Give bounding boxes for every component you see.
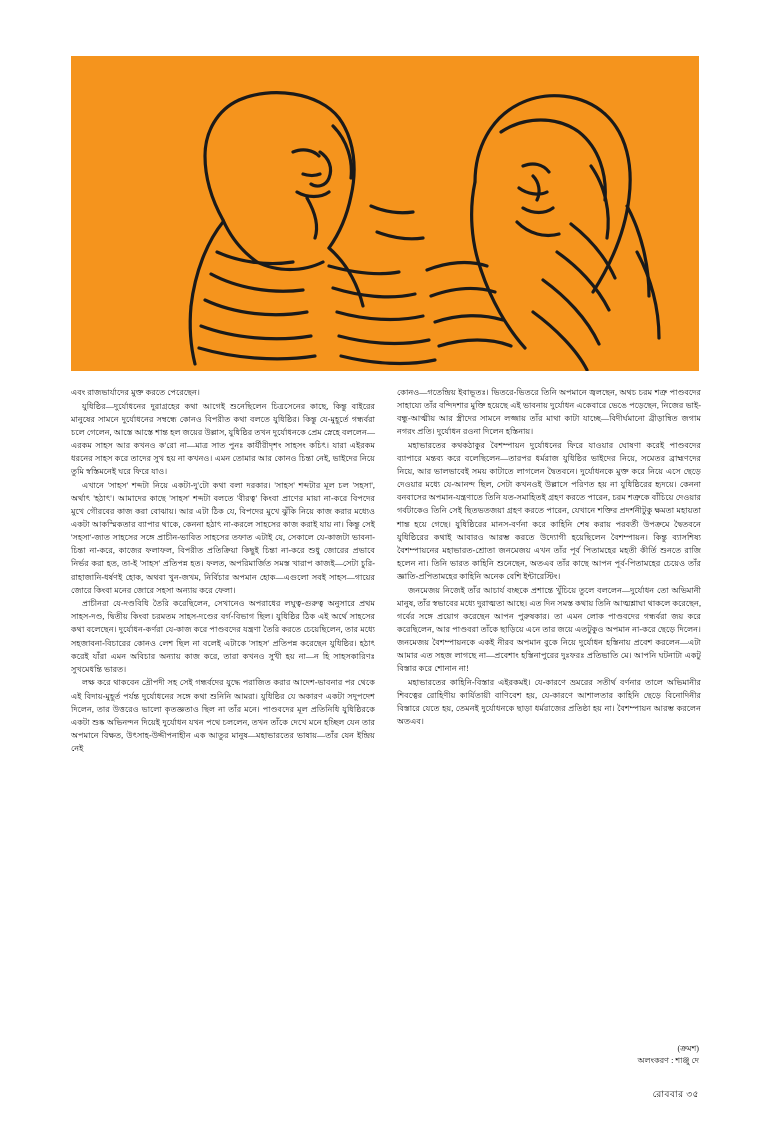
byline (395, 1043, 699, 1067)
article-columns (71, 386, 701, 1086)
paragraph: যুধিষ্ঠির—দুর্যোধনের দুরাগ্রহের কথা আগেই শুনেছিলেন চিত্রসেনের কাছে, কিন্তু বাইরের মানুষের সামনে দুর্যোধনের সম্বন্ধে কোনও বিপরীত কথা বলতে যুধিষ্ঠির। কিন্তু যে-মুহূর্তে গন্ধর্বরা চলে গেলেন, আস্তে আস্তে শান্ত হল জয়ের উল্লাস, যুধিষ্ঠির তখন দুর্যোধনকে প্রেম স্নেহে বললেন—এরকম সাহস আর কখনও ক'রো না—মাত্র সাত পুনঃ কার্যীরীদৃশং সাহসং কচিৎ। যারা এইরকম ধরনের সাহস করে তাদের সুখ হয় না কখনও। এমন তোমার আর কোনও চিন্তা নেই, ভাইদের নিয়ে তুমি স্বস্তিমনেই ঘরে ফিরে যাও। (71, 401, 375, 477)
paragraph: প্রাচীনরা যে-দণ্ডবিধি তৈরি করেছিলেন, সেখানেও অপরাধের লঘুত্ব-গুরুত্ব অনুসারে প্রথম সাহস-দণ্ড, দ্বিতীয় কিংবা চরমতম সাহস-দণ্ডের বর্গ-বিভাগ ছিল। যুধিষ্ঠির ঠিক এই অর্থে সাহসের কথা বলেছেন। দুর্যোধন-কর্ণরা যে-কাজ করে পাণ্ডবদের যন্ত্রণা তৈরি করতে চেয়েছিলেন, তার মধ্যে সহজাবনা-বিচারের কোনও লেশ ছিল না বলেই এটাকে 'সাহস' প্রতিপন্ন করেছেন যুধিষ্ঠির। হঠাৎ করেই যাঁরা এমন অবিচার অন্যায় কাজ করে, তারা কখনও সুখী হয় না—ন হি সাহসকারিণঃ সুখমেধন্তি ভারত। (71, 599, 375, 674)
article-column-left (71, 386, 375, 1086)
paragraph: লক্ষ করে থাকবেন দ্রৌপদী সহ সেই গন্ধর্বদের যুদ্ধে পরাজিত করার আদেশ-ভাবনার পর থেকে এই বিদায়-মুহূর্ত পর্যন্ত দুর্যোধনের সঙ্গে কথা শুনিনি আমরা। যুধিষ্ঠির যে অকারণ একটা সদুপদেশ দিলেন, তার উত্তরেও ভালো কৃতজ্ঞতাও ছিল না তাঁর মনে। পাণ্ডবদের মূল প্রতিনিধি যুধিষ্ঠিরকে একটা শুষ্ক অভিনন্দন দিয়েই দুর্যোধন যখন পথে চললেন, তখন তাঁকে দেখে মনে হচ্ছিল যেন তার অপমানে বিক্ষত, উৎসাহ-উদ্দীপনাহীন এক আতুর মানুষ—মহাভারতের ভাষায়—তাঁর যেন ইন্দ্রিয় নেই (71, 678, 375, 753)
paragraph: জনমেজয় নিজেই তাঁর আচার্য বচ্ছকে প্রশান্তে খুঁচিয়ে তুলে বললেন—দুর্যোধন তো অভিমানী মানুষ, তাঁর স্বভাবের মধ্যে দুরাত্মতা আছে। এত দিন সমস্ত কথায় তিনি আত্মশ্লাঘা থাকলে করেছেন, গর্বের সঙ্গে প্রয়োগ করেছেন আপন পুরুষকার। তা এমন লোক পাণ্ডবদের গন্ধর্বরা জয় করে করেছিলেন, আর পাণ্ডবরা তাঁকে ছাড়িয়ে এনে তার জয়ে এতটুকুও অপমান না-করে ছেড়ে দিলেন। জনমেজয় বৈশম্পায়নকে একই নীরব অপমান বুকে নিয়ে দুর্যোধন হস্তিনায় প্রবেশ করলেন—এটা আমার এত সহজ লাগছে না—প্রবেশাং হস্তিনাপুরের দুঃফরঃ প্রতিভাতি মে। আপনি ঘটনাটা একটু বিস্তার করে শোনান না! (397, 585, 702, 674)
illustration-svg (71, 56, 699, 371)
page-footer: রোববার ৩৫ (652, 1089, 699, 1099)
paragraph: এখানে 'সাহস' শব্দটা নিয়ে একটা-দু'টো কথা বলা দরকার। 'সাহস' শব্দটার মূল চল 'সহসা', অর্থাৎ 'হঠাৎ'। আমাদের কাছে 'সাহস' শব্দটা বলতে 'বীরত্ব' কিংবা প্রাণের মায়া না-করে বিপদের মুখে গৌরবের কাজ করা বোঝায়। আর এটা ঠিক যে, বিপদের মুখে ঝুঁকি নিয়ে কাজ করার মধ্যেও একটা আকস্মিকতার ব্যাপার থাকে, কেননা হঠাৎ না-করলে সাহসের কাজ করাই যায় না। কিন্তু সেই 'সহসা'-জাত সাহসের সঙ্গে প্রাচীন-ভাবিত সাহসের তফাত এটাই যে, সেকালে যে-কাজটা ভাবনা-চিন্তা না-করে, কাজের ফলাফল, বিপরীত প্রতিক্রিয়া কিছুই চিন্তা না-করে শুধু জোরের প্রভাবে নির্ভর করা হত, তা-ই 'সাহস' প্রতিপন্ন হত। ফলত, অপরিমার্জিত সমস্ত খারাপ কাজই—সেটা চুরি-রাহাজানি-ধর্ষণই হোক, অথবা খুন-জখম, নির্বিচার অপমান হোক—এগুলো সবই সাহস—গায়ের জোরে কিংবা মনের জোরে সহসা অন্যায় করে ফেলা। (71, 480, 375, 595)
paragraph: মহাভারতের কাহিনি-বিস্তার এইরকমই। যে-কারণে ভ্রমরের সতীর্থ বর্ণনার তালে অভিমানীর শিবত্বের রোহিণীয় কার্যিতায়ী বাণিবেশ হয়, যে-কারণে আশালতার কাহিনি ছেড়ে বিনোদিনীর বিস্তারে যেতে হয়, তেমনই দুর্যোধনকে ছাড়া ধর্মরাজের প্রতিষ্ঠা হয় না। বৈশম্পায়ন আরম্ভ করলেন অতএব। (397, 677, 701, 727)
paragraph: এবং রাজভার্যাদের মুক্ত করতে পেরেছেন। (71, 388, 200, 397)
illustration-two-figures (71, 56, 699, 371)
paragraph: কোনও—গতেন্দ্রিয় ইবাভূতঃ। ভিতরে-ভিতরে তিনি অপমানে জ্বলছেন, অথচ চরম শত্রু পাণ্ডবদের সাহায্যে তাঁর বন্দিদশার মুক্তি হয়েছে এই ভাবনায় দুর্যোধন একেবারে ভেঙে পড়েছেন, নিজের ভাই-বন্ধু-আত্মীয় আর স্ত্রীদের সামনে লজ্জায় তাঁর মাথা কাটা যাচ্ছে—বিদীর্ঘমানো ব্রীড়ান্বিত জগাম নগরং প্রতি। দুর্যোধন রওনা দিলেন হস্তিনায়। (397, 388, 701, 437)
paragraph: মহাভারতের কথকঠাকুর বৈশম্পায়ন দুর্যোধনের ফিরে যাওয়ার ঘোষণা করেই পাণ্ডবদের ব্যাপারে মন্তব্য করে বলেছিলেন—তারপর ধর্মরাজ যুধিষ্ঠির ভাইদের নিয়ে, সমেতর ব্রাহ্মণদের নিয়ে, আর ভালভাবেই সময় কাটাতে লাগলেন দ্বৈতবনে। দুর্যোধনকে মুক্ত করে নিয়ে এসে ছেড়ে দেওয়ার মধ্যে যে-আনন্দ ছিল, সেটা কখনওই উল্লাসে পরিণত হয় না যুধিষ্ঠিরের হৃদয়ে। কেননা বনবাসের অপমান-যন্ত্রণাতে তিনি যত-সমাহিতই গ্রহণ করতে পারেন, চরম শত্রুকে বাঁচিয়ে দেওয়ার গর্বটাকেও তিনি সেই ছিতভতজয়া গ্রহণ করতে পারেন, যেখানে শক্তির প্রদর্শনীটুকু ক্ষমতা মহায়তা শান্ত হয়ে গেছে। যুধিষ্ঠিরের মানস-বর্ণনা করে কাহিনি শেষ করায় পরবর্তী উপক্রমে দ্বৈতবনে যুধিষ্ঠিরের কথাই আবারও আরম্ভ করতে উদ্যোগী হয়েছিলেন বৈশম্পায়ন। কিন্তু ব্যাসশিষ্য বৈশম্পায়নের মহাভারত-শ্রোতা জনমেজয় এখন তাঁর পূর্ব পিতামহের মহতী কীর্তি শুনতে রাজি হলেন না। তিনি ভারত কাহিনি শুনেছেন, অতএব তাঁর কাছে আপন পূর্ব-পিতামহের চেয়েও তাঁর জ্ঞাতি-প্রপিতামহের কাহিনি অনেক বেশি ইন্টারেস্টিং। (397, 440, 701, 582)
article-column-right (397, 386, 701, 1086)
continued-label: (ক্রমশ) (677, 1044, 699, 1053)
illustrator-credit: অলংকরণ : শাঞ্জু দে (637, 1056, 699, 1066)
